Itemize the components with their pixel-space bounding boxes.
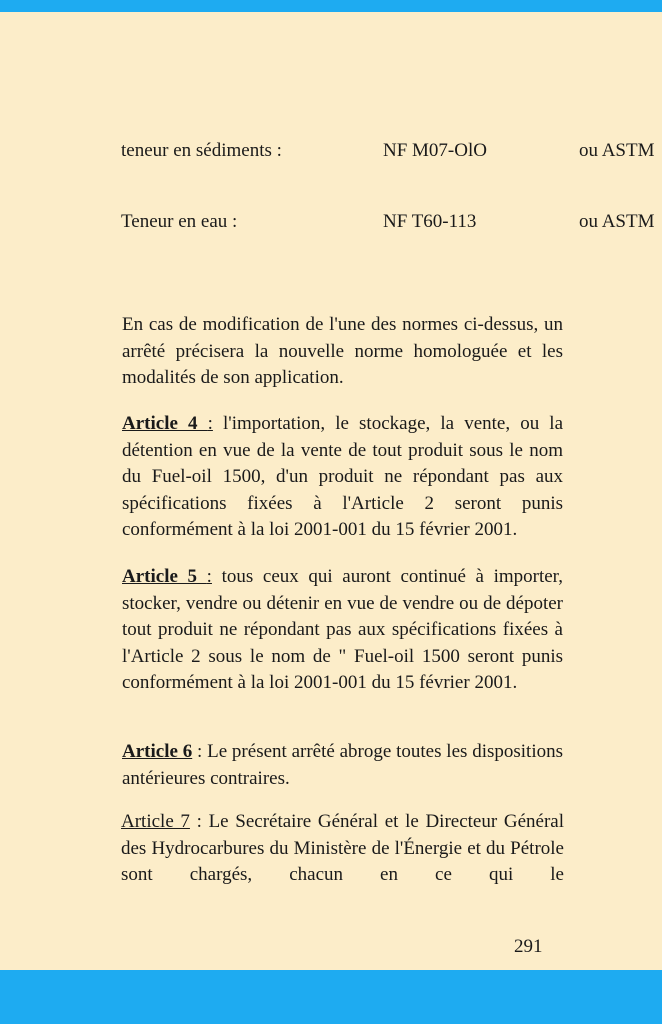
spec-label: teneur en sédiments :: [121, 140, 282, 161]
article-4-paragraph: [122, 411, 563, 544]
spec-alt: ou ASTM: [579, 211, 655, 232]
article-5-separator: :: [206, 566, 212, 587]
article-7-paragraph: [121, 809, 564, 889]
spec-row-water: [0, 211, 662, 235]
page-number: 291: [514, 936, 543, 957]
article-4-separator: :: [207, 413, 213, 434]
article-7-label: Article 7: [121, 811, 190, 832]
spec-norm: NF T60-113: [383, 211, 477, 232]
article-4-text: l'importation, le stockage, la vente, ou la détention en vue de la vente de tout produit sous le nom du Fuel-oil 1500, d'un produit ne répondant pas aux spécifications fixées à l'Article 2 seront punis conformément à la loi 2001-001 du 15 février 2001.: [122, 413, 564, 540]
article-5-label: Article 5: [122, 566, 207, 587]
article-6-text: : Le présent arrêté abroge toutes les dispositions antérieures contraires.: [122, 741, 564, 789]
spec-row-sediments: [0, 140, 662, 164]
spec-alt: ou ASTM: [579, 140, 655, 161]
bottom-bar: [0, 970, 662, 1024]
article-4-label: Article 4: [122, 413, 208, 434]
intro-paragraph: En cas de modification de l'une des normes ci-dessus, un arrêté précisera la nouvelle norme homologuée et les modalités de son application.: [122, 314, 563, 388]
article-5-paragraph: [122, 564, 563, 697]
article-7-text: : Le Secrétaire Général et le Directeur Général des Hydrocarbures du Ministère de l'Énergie et du Pétrole sont chargés, chacun en ce qui le: [121, 811, 564, 885]
spec-label: Teneur en eau :: [121, 211, 238, 232]
top-bar: [0, 0, 662, 12]
article-6-label: Article 6: [122, 741, 193, 762]
article-5-text: tous ceux qui auront continué à importer, stocker, vendre ou détenir en vue de vendre ou de dépoter tout produit ne répondant pas aux spécifications fixées à l'Article 2 sous le nom de " Fuel-oil 1500 seront punis conformément à la loi 2001-001 du 15 février 2001.: [122, 566, 563, 693]
article-6-paragraph: [122, 739, 563, 792]
spec-norm: NF M07-OlO: [383, 140, 487, 161]
